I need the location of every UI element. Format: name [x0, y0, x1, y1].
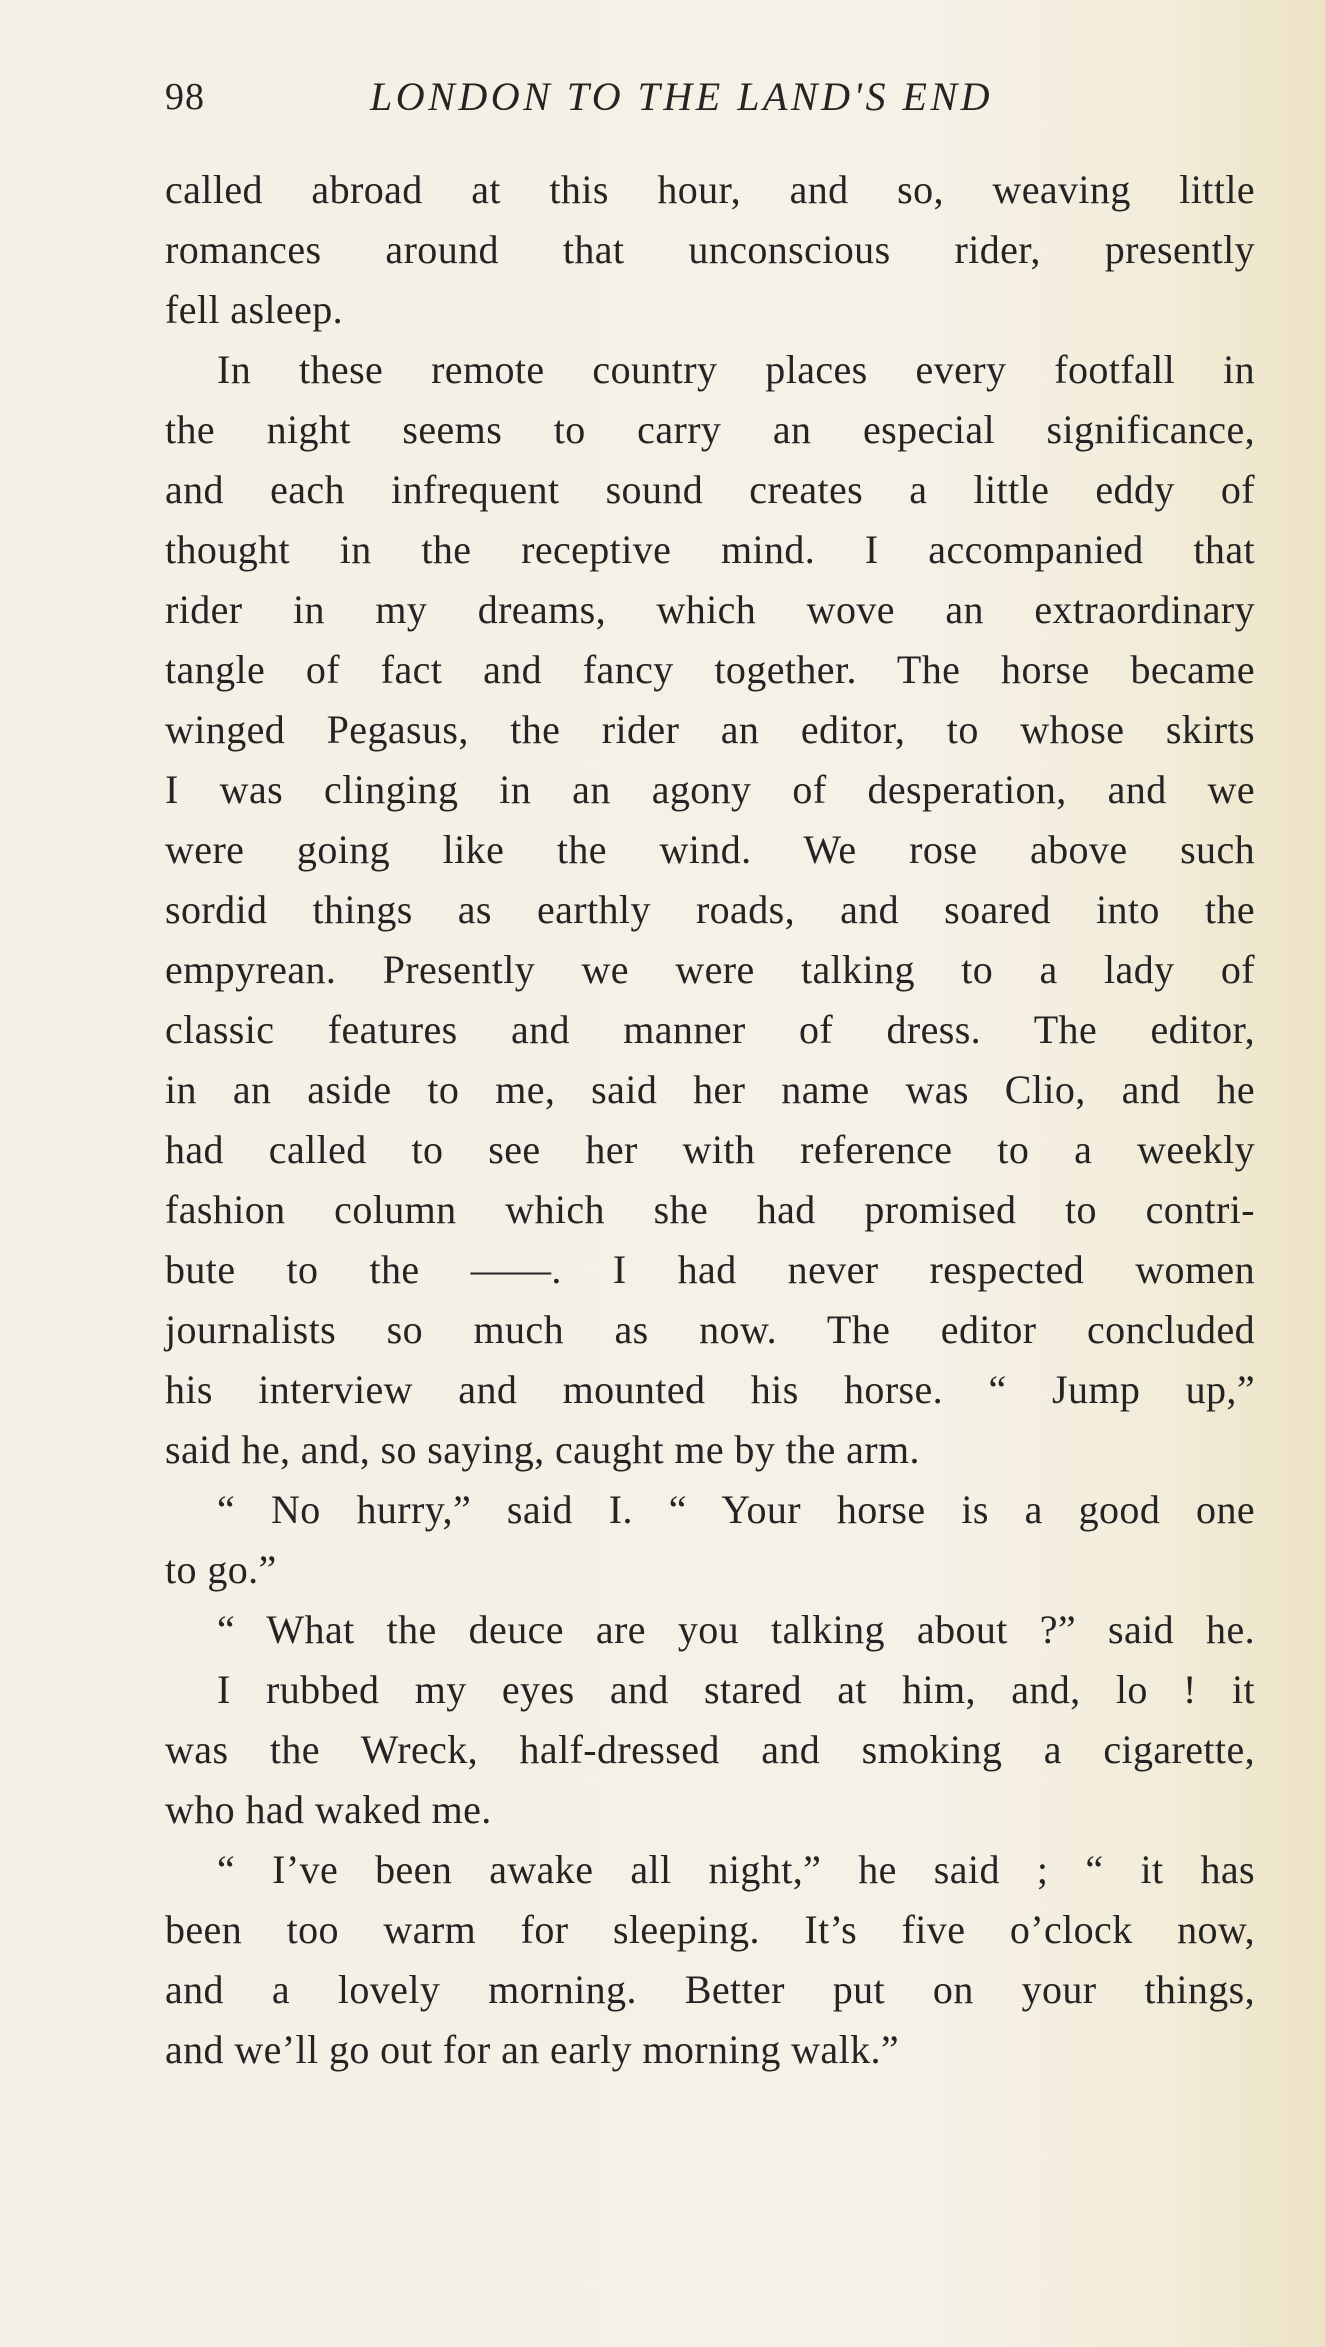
text-line: who had waked me. — [165, 1787, 492, 1832]
text-line: were going like the wind. We rose above such — [165, 827, 1255, 872]
text-line: thought in the receptive mind. I accompanied that — [165, 527, 1255, 572]
text-line: romances around that unconscious rider, presently — [165, 227, 1255, 272]
text-line: winged Pegasus, the rider an editor, to whose skirts — [165, 707, 1255, 752]
text-line: journalists so much as now. The editor concluded — [165, 1307, 1255, 1352]
text-line: been too warm for sleeping. It’s five o’clock now, — [165, 1907, 1255, 1952]
text-line: and each infrequent sound creates a little eddy of — [165, 467, 1255, 512]
text-line: I was clinging in an agony of desperation, and we — [165, 767, 1255, 812]
text-line: was the Wreck, half-dressed and smoking a cigarette, — [165, 1727, 1255, 1772]
text-line: empyrean. Presently we were talking to a lady of — [165, 947, 1255, 992]
text-line: in an aside to me, said her name was Clio, and he — [165, 1067, 1255, 1112]
text-line: and a lovely morning. Better put on your things, — [165, 1967, 1255, 2012]
body-text — [165, 160, 1255, 2080]
text-line: fashion column which she had promised to contri- — [165, 1187, 1255, 1232]
text-line: rider in my dreams, which wove an extraordinary — [165, 587, 1255, 632]
text-line: had called to see her with reference to a weekly — [165, 1127, 1255, 1172]
text-line: the night seems to carry an especial significance, — [165, 407, 1255, 452]
text-line: to go.” — [165, 1547, 277, 1592]
text-line: said he, and, so saying, caught me by the arm. — [165, 1427, 920, 1472]
text-line: his interview and mounted his horse. “ Jump up,” — [165, 1367, 1255, 1412]
text-line: “ What the deuce are you talking about ?” said he. — [217, 1607, 1255, 1652]
text-line: “ I’ve been awake all night,” he said ; “ it has — [217, 1847, 1255, 1892]
text-line: fell asleep. — [165, 287, 344, 332]
text-line: tangle of fact and fancy together. The horse became — [165, 647, 1255, 692]
text-line: classic features and manner of dress. The editor, — [165, 1007, 1255, 1052]
text-line: bute to the ——. I had never respected women — [165, 1247, 1255, 1292]
text-line: I rubbed my eyes and stared at him, and, lo ! it — [217, 1667, 1255, 1712]
text-line: “ No hurry,” said I. “ Your horse is a good one — [217, 1487, 1255, 1532]
text-line: In these remote country places every footfall in — [217, 347, 1255, 392]
text-line: and we’ll go out for an early morning walk.” — [165, 2027, 900, 2072]
page-number: 98 — [165, 76, 205, 118]
running-title: LONDON TO THE LAND'S END — [370, 74, 994, 119]
text-line: sordid things as earthly roads, and soared into the — [165, 887, 1255, 932]
running-head — [165, 72, 1250, 122]
text-line: called abroad at this hour, and so, weaving little — [165, 167, 1255, 212]
